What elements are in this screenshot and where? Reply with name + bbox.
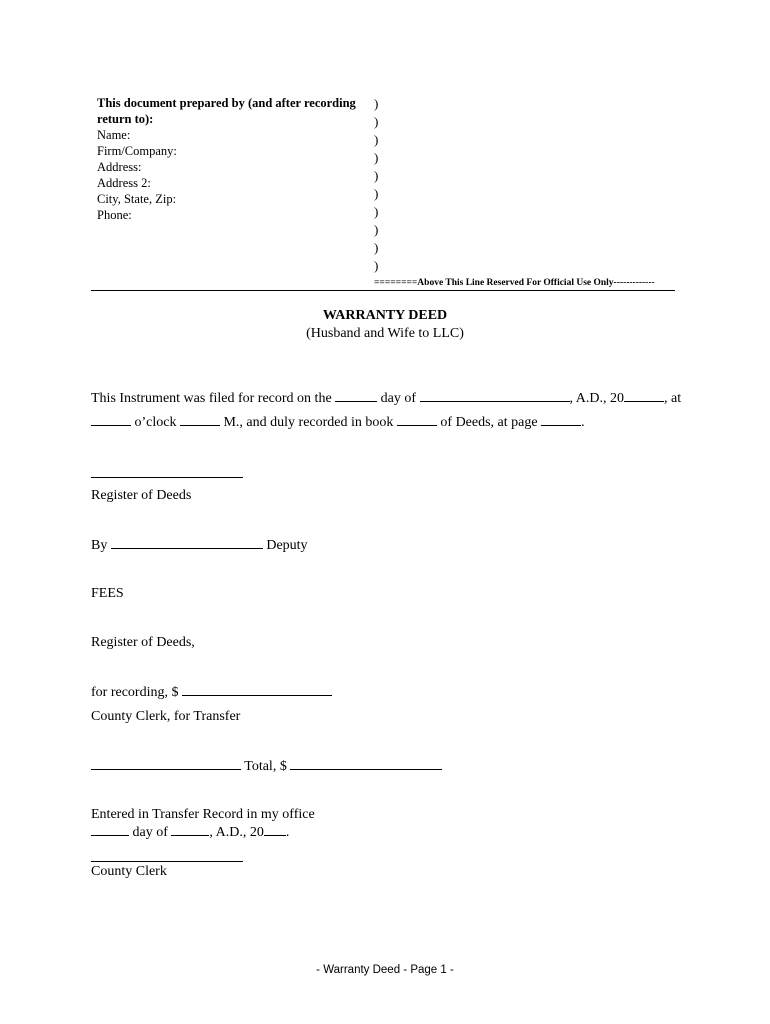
document-subtitle: (Husband and Wife to LLC) — [306, 326, 464, 341]
filing-text: , at — [664, 391, 682, 406]
filing-text: day of — [380, 391, 417, 406]
header-divider — [91, 290, 675, 291]
entered-text: . — [285, 825, 290, 840]
by-label: By — [91, 538, 108, 553]
recording-fee-blank[interactable] — [182, 684, 332, 696]
paren: ) — [374, 114, 379, 129]
field-address2: Address 2: — [97, 176, 151, 190]
filing-text: , A.D., 20 — [569, 391, 624, 406]
entered-line-2 — [91, 824, 289, 841]
prepared-by-heading-cont: return to): — [97, 112, 154, 126]
filing-line-2 — [91, 414, 585, 431]
county-clerk-label: County Clerk — [91, 864, 167, 879]
footer-doc-name: - Warranty Deed - — [316, 964, 411, 976]
reserved-line-label: ========Above This Line Reserved For Official Use Only------------- — [374, 278, 655, 288]
filing-text: . — [581, 415, 585, 430]
prepared-by-heading: This document prepared by (and after recording — [97, 96, 356, 110]
footer-page-number: Page 1 — [410, 964, 447, 976]
field-address: Address: — [97, 160, 142, 174]
register-of-deeds-label: Register of Deeds — [91, 488, 192, 503]
year-blank[interactable] — [624, 390, 664, 402]
field-city-state-zip: City, State, Zip: — [97, 192, 177, 206]
paren: ) — [374, 258, 379, 273]
register-of-deeds-fees-label: Register of Deeds, — [91, 635, 195, 650]
entered-text: , A.D., 20 — [209, 825, 264, 840]
filing-text: This Instrument was filed for record on the — [91, 391, 332, 406]
am-pm-blank[interactable] — [180, 414, 220, 426]
hour-blank[interactable] — [91, 414, 131, 426]
paren: ) — [374, 240, 379, 255]
total-label: Total, $ — [244, 759, 287, 774]
deputy-label: Deputy — [266, 538, 308, 553]
filing-line-1 — [91, 390, 681, 407]
entered-day-blank[interactable] — [91, 824, 129, 836]
total-amount-blank[interactable] — [290, 758, 442, 770]
field-firm: Firm/Company: — [97, 144, 177, 158]
county-clerk-transfer-label: County Clerk, for Transfer — [91, 709, 241, 724]
county-clerk-signature-line[interactable] — [91, 861, 243, 862]
entered-year-blank[interactable] — [264, 824, 286, 836]
prepared-by-block — [97, 95, 356, 223]
paren: ) — [374, 222, 379, 237]
paren: ) — [374, 204, 379, 219]
register-signature-line[interactable] — [91, 477, 243, 478]
entered-text: day of — [132, 825, 168, 840]
deputy-signature-blank[interactable] — [111, 537, 263, 549]
paren: ) — [374, 168, 379, 183]
filing-text: o’clock — [134, 415, 177, 430]
month-blank[interactable] — [420, 390, 570, 402]
total-left-blank[interactable] — [91, 758, 241, 770]
total-line — [91, 758, 442, 775]
field-name: Name: — [97, 128, 131, 142]
page-blank[interactable] — [541, 414, 581, 426]
for-recording-label: for recording, $ — [91, 685, 179, 700]
by-deputy-line — [91, 537, 308, 554]
bracket-column — [374, 95, 378, 275]
fees-heading: FEES — [91, 586, 124, 601]
day-blank[interactable] — [335, 390, 377, 402]
document-title: WARRANTY DEED — [322, 308, 448, 323]
footer-suffix: - — [446, 964, 454, 976]
entered-line-1: Entered in Transfer Record in my office — [91, 807, 315, 822]
book-blank[interactable] — [397, 414, 437, 426]
filing-text: of Deeds, at page — [440, 415, 538, 430]
for-recording-line — [91, 684, 332, 701]
entered-month-blank[interactable] — [171, 824, 209, 836]
field-phone: Phone: — [97, 208, 132, 222]
paren: ) — [374, 186, 379, 201]
filing-text: M., and duly recorded in book — [223, 415, 394, 430]
paren: ) — [374, 96, 379, 111]
paren: ) — [374, 150, 379, 165]
page-footer — [0, 964, 770, 976]
paren: ) — [374, 132, 379, 147]
